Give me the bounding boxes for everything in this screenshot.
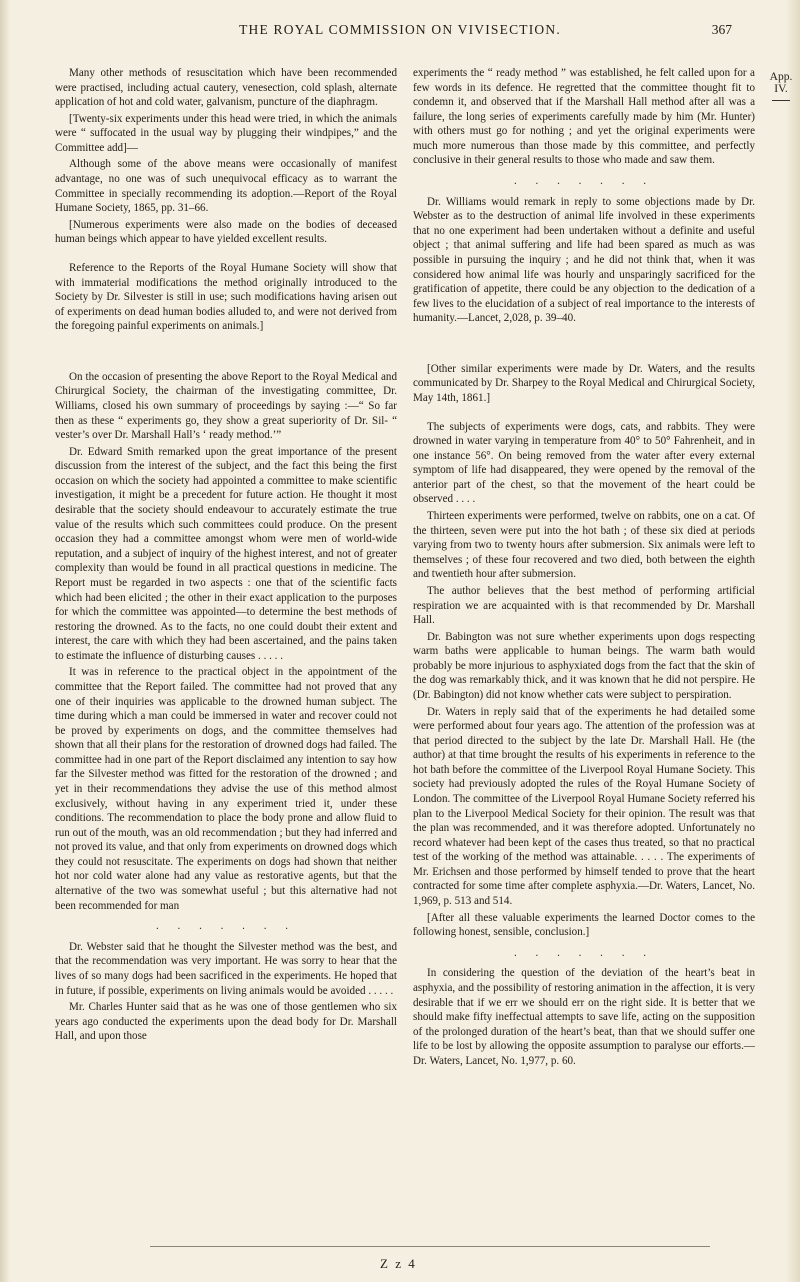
paragraph: [After all these valuable experiments the learned Doctor comes to the following honest, sensible, conclusion.] xyxy=(413,911,755,939)
paragraph: [Numerous experiments were also made on the bodies of deceased human beings which appear to have yielded excellent results. xyxy=(55,218,397,246)
ellipsis-row: . . . . . . . xyxy=(513,946,655,959)
running-header xyxy=(70,22,730,42)
paragraph: It was in reference to the practical object in the appointment of the committee that the Report failed. The committee had not proved that any one of their inquiries was applicable to the drowned human subject. The time during which a man could be immersed in water and recover could not be proved by experiments on dogs, and the committee themselves had shown that all their plans for the restoration of drowned dogs had failed. The committee had in one part of the Report disclaimed any intention to say how far the Silvester method was fitted for the restoration of the drowned ; and yet in their recommendations they advise the use of this method almost exclusively, without having in any experiment tried it, under these conditions. The recommendation to place the body prone and allow fluid to run out of the mouth, was an old recommendation ; but they had inferred and not proved its value, and that only from experiments on drowned dogs which they could not resuscitate. The experiments on dogs had shown that neither hot nor cold water alone had any value as restorative agents, but that the alternative of the two was somewhat useful ; but this alternative had not been recommended for man xyxy=(55,666,397,912)
paragraph: In considering the question of the deviation of the heart’s beat in asphyxia, and the possibility of restoring animation in the affection, it is very desirable that if we err we should err on the right side. It is better that we should make fifty ineffectual attempts to save life, acting on the supposition of the prolonged duration of the heart’s beat, than that we should suffer one life to be lost by allowing the opposite assumption to paralyse our efforts.—Dr. Waters, Lancet, No. 1,977, p. 60. xyxy=(413,967,755,1067)
signature-mark: Z z 4 xyxy=(380,1256,417,1271)
paragraph: Dr. Waters in reply said that of the experiments he had detailed some were performed about four years ago. The attention of the profession was at that period directed to the subject by the late Dr. Marshall Hall. He (the author) at that time brought the results of his experiments in reference to the hot bath before the committee of the Liverpool Royal Humane Society. This society had previously adopted the rules of the Royal Humane Society of London. The committee of the Liverpool Royal Humane Society referred his plan to the Liverpool Medical Society for their opinion. The result was that the plan was recommended, and it was therefore adopted. Unfortunately no record whatever had been kept of the cases thus treated, so that no practical test of the working of the method was attainable. . . . . The experiments of Mr. Erichsen and those performed by himself tended to prove that the heart contracted for some time after complete asphyxia.—Dr. Waters, Lancet, No. 1,969, p. 513 and 514. xyxy=(413,705,755,908)
paragraph: Dr. Edward Smith remarked upon the great importance of the present discussion from the interest of the subject, and the fact this being the first occasion on which the society had appointed a committee to make scientific investigation, it might be a precedent for future action. He thought it most desirable that the society should endeavour to accurately estimate the true value of the results which such committees could produce. On the present occasion they had a committee amongst whom were men of world-wide reputation, and a subject of inquiry of the highest interest, and not of greater complexity than would be found in all practical questions in medicine. The Report must be regarded in two aspects : one that of the scientific facts which had been elicited ; the other in their exact application to the purposes for which the committee was appointed—to determine the best methods of restoring the drowned. As to the facts, no one could doubt their extent and interest, the care with which they had been ascertained, and the pains taken to estimate the influence of disturbing causes . . . . . xyxy=(55,445,397,662)
running-title: THE ROYAL COMMISSION ON VIVISECTION. xyxy=(239,22,561,37)
paragraph: The subjects of experiments were dogs, cats, and rabbits. They were drowned in water varying in temperature from 40° to 50° Fahrenheit, and in one instance 56°. On being removed from the water after every external symptom of life had disappeared, they were opened by the removal of the anterior part of the chest, so that the movement of the heart could be observed . . . . xyxy=(413,420,755,506)
paragraph: Mr. Charles Hunter said that as he was one of those gentlemen who six years ago conducted the experiments upon the dead body for Dr. Marshall Hall, and upon those xyxy=(55,1001,397,1043)
paragraph: Many other methods of resuscitation which have been recommended were practised, including actual cautery, venesection, cold splash, alternate application of hot and cold water, galvanism, puncture of the diaphragm. xyxy=(55,67,397,109)
appendix-margin-note xyxy=(764,71,798,101)
paragraph: Dr. Williams would remark in reply to some objections made by Dr. Webster as to the destruction of animal life involved in these experiments that no one experiment had been undertaken without a definite and useful object ; that animal suffering and life had been spared as much as was possible in pursuing the inquiry ; and he did not think that, when it was considered how animal life was hourly and unsparingly sacrificed for the gratification of appetite, there could be any objection to the dedication of a few lives to the elucidation of a subject of real importance to the interests of humanity.—Lancet, 2,028, p. 39–40. xyxy=(413,195,755,325)
paragraph: Thirteen experiments were performed, twelve on rabbits, one on a cat. Of the thirteen, seven were put into the hot bath ; of these six died at periods varying from two to twenty hours after submersion. Six animals were left to themselves ; of these four recovered and two died, both between the eighth and twentieth hour after submersion. xyxy=(413,510,755,581)
appendix-rule xyxy=(772,100,790,101)
paragraph: [Other similar experiments were made by Dr. Waters, and the results communicated by Dr. Sharpey to the Royal Medical and Chirurgical Society, May 14th, 1861.] xyxy=(413,362,755,404)
page-edge-left xyxy=(0,0,10,1282)
paragraph: Although some of the above means were occasionally of manifest advantage, no one was of such unequivocal efficacy as to warrant the Committee in specially recommending its adoption.—Report of the Royal Humane Society, 1865, pp. 31–66. xyxy=(55,158,397,215)
ellipsis-row: . . . . . . . xyxy=(513,175,655,188)
appendix-label: App. IV. xyxy=(769,71,793,95)
page-edge-right xyxy=(786,0,800,1282)
paragraph: [Twenty-six experiments under this head were tried, in which the animals were “ suffocated in the usual way by plugging their windpipes,” and the Committee add]— xyxy=(55,112,397,154)
paragraph: The author believes that the best method of performing artificial respiration we are acquainted with is that recommended by Dr. Marshall Hall. xyxy=(413,584,755,627)
right-column xyxy=(413,66,755,1070)
paragraph: On the occasion of presenting the above Report to the Royal Medical and Chirurgical Society, the chairman of the investigating committee, Dr. Williams, closed his own summary of proceedings by saying :—“ So far then as these “ experiments go, they show a great superiority of Dr. Sil- “ vester’s over Dr. Marshall Hall’s ‘ ready method.’” xyxy=(55,370,397,442)
footer-rule xyxy=(150,1246,710,1247)
ellipsis-row: . . . . . . . xyxy=(155,920,297,933)
paragraph: experiments the “ ready method ” was established, he felt called upon for a few words in its defence. He regretted that the committee thought fit to condemn it, and observed that if the Marshall Hall method after all was a failure, the long series of experiments carefully made by him (Mr. Hunter) with others must go for nothing ; and yet the original experiments were much more numerous than those made by this committee, and perfectly conclusive in their general results to those who made and saw them. xyxy=(413,67,755,167)
paragraph: Dr. Webster said that he thought the Silvester method was the best, and that the recommendation was very important. He was sorry to hear that the lives of so many dogs had been sacrificed in the experiments. He hoped that in future, if possible, experiments on living animals would be avoided . . . . . xyxy=(55,940,397,997)
page-number: 367 xyxy=(711,22,732,37)
left-column xyxy=(55,66,397,1046)
paragraph: Dr. Babington was not sure whether experiments upon dogs respecting warm baths were applicable to human beings. The warm bath would probably be more injurious to asphyxiated dogs from the fact that the skin of the dog was remarkably thick, and it was known that he did not perspire. He (Dr. Babington) did not know whether cats were subject to perspiration. xyxy=(413,630,755,701)
paragraph: Reference to the Reports of the Royal Humane Society will show that with immaterial modifications the method originally introduced to the Society by Dr. Silvester is still in use; such modifications having arisen out of experiments on dead human bodies alluded to, and were not derived from the foregoing painful experiments on animals.] xyxy=(55,261,397,333)
